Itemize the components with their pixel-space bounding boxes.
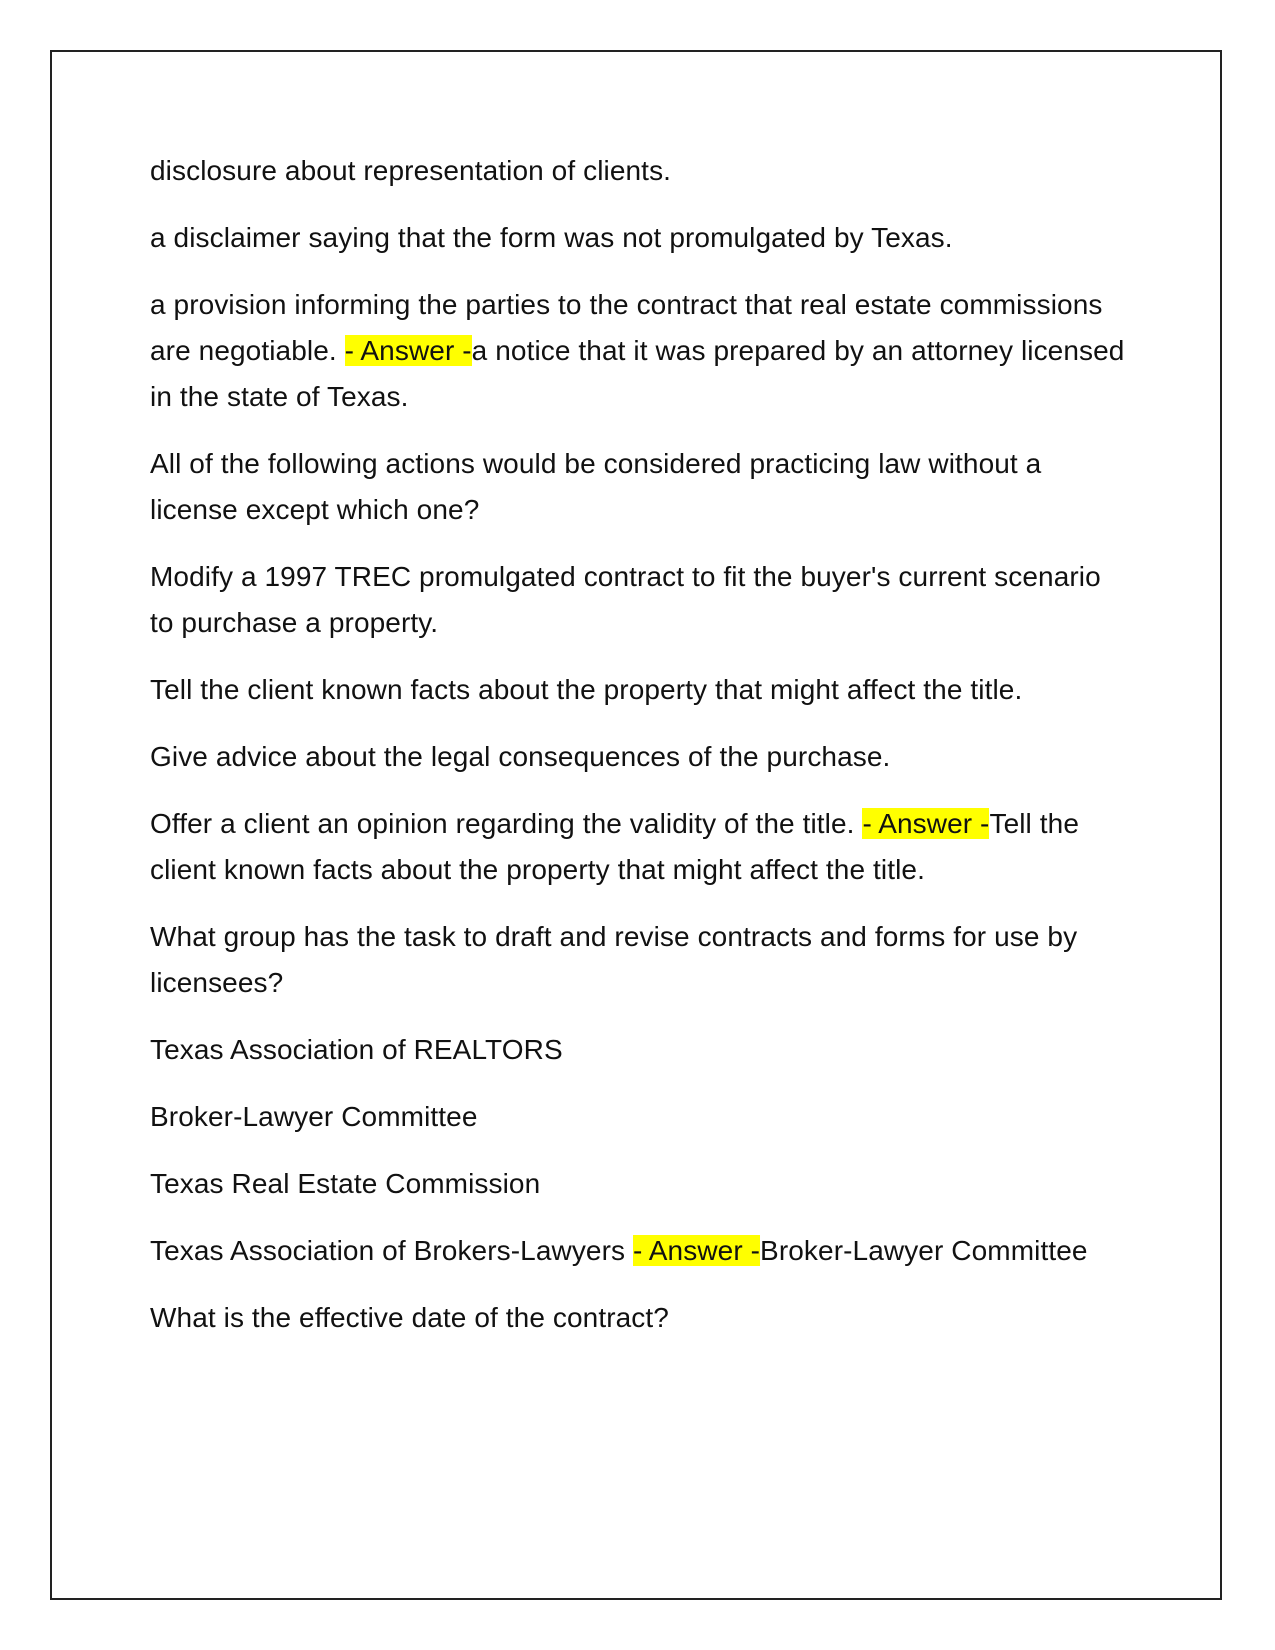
document-body xyxy=(150,148,1130,1362)
paragraph: a provision informing the parties to the contract that real estate commissions are negotiable. - Answer -a notice that it was prepared by an attorney licensed in the state of Texas. xyxy=(150,289,1125,412)
paragraph: Broker-Lawyer Committee xyxy=(150,1101,478,1132)
paragraph: Texas Real Estate Commission xyxy=(150,1168,541,1199)
paragraph: Tell the client known facts about the property that might affect the title. xyxy=(150,674,1023,705)
paragraph: Texas Association of Brokers-Lawyers - Answer -Broker-Lawyer Committee xyxy=(150,1235,1088,1266)
paragraph: Offer a client an opinion regarding the validity of the title. - Answer -Tell the client known facts about the property that might affect the title. xyxy=(150,808,1079,885)
question-paragraph: All of the following actions would be considered practicing law without a license except which one? xyxy=(150,448,1042,525)
paragraph: a disclaimer saying that the form was not promulgated by Texas. xyxy=(150,222,953,253)
answer-highlight: - Answer - xyxy=(633,1235,761,1266)
paragraph: Modify a 1997 TREC promulgated contract to fit the buyer's current scenario to purchase a property. xyxy=(150,561,1101,638)
paragraph: Texas Association of REALTORS xyxy=(150,1034,563,1065)
answer-highlight: - Answer - xyxy=(862,808,990,839)
answer-highlight: - Answer - xyxy=(344,335,472,366)
question-paragraph: What is the effective date of the contract? xyxy=(150,1302,669,1333)
question-paragraph: What group has the task to draft and revise contracts and forms for use by licensees? xyxy=(150,921,1078,998)
paragraph: Give advice about the legal consequences of the purchase. xyxy=(150,741,891,772)
paragraph: disclosure about representation of clients. xyxy=(150,155,672,186)
